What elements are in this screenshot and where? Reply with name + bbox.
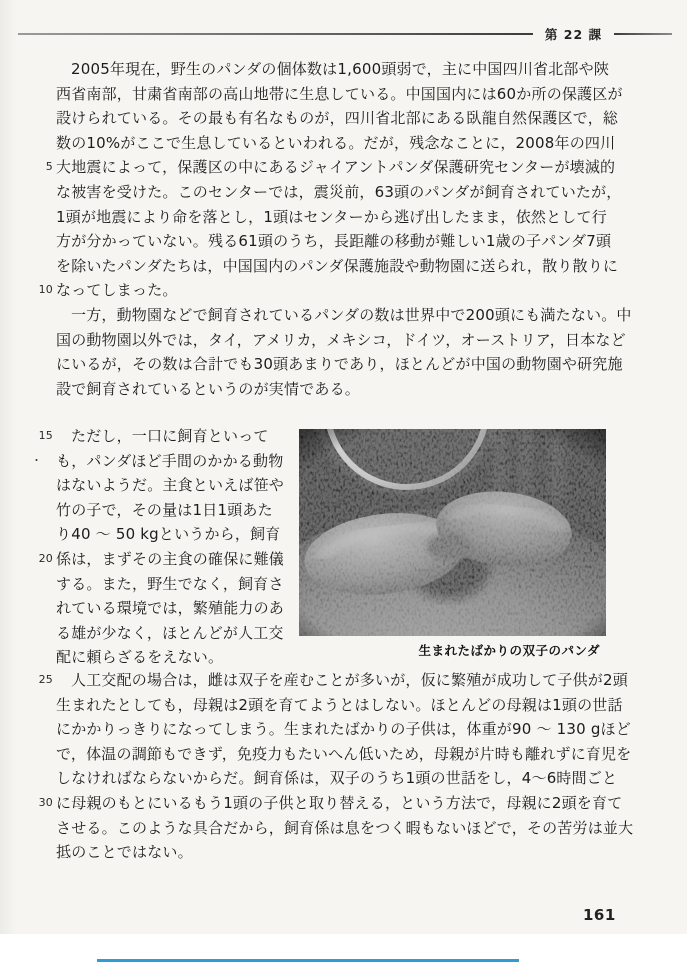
- text-line: [56, 498, 291, 523]
- lesson-number-label: 第 22 課: [544, 27, 602, 42]
- text-line: [56, 473, 291, 498]
- text-line: [56, 205, 634, 230]
- text-line: [56, 303, 634, 328]
- text-line-content: 人工交配の場合は，雌は双子を産むことが多いが，仮に繁殖が成功して子供が2頭: [71, 671, 628, 689]
- text-line-content: を除いたパンダたちは，中国国内のパンダ保護施設や動物園に送られ，散り散りに: [56, 256, 619, 275]
- text-line: [56, 377, 634, 402]
- line-number: 20: [38, 551, 53, 565]
- text-line-content: る雄が少なく，ほとんどが人工交: [56, 623, 284, 642]
- text-line: [56, 449, 291, 474]
- text-line-content: で，体温の調節もできず，免疫力もたいへん低いため，母親が片時も離れずに育児を: [56, 744, 632, 763]
- text-line-content: 国の動物園以外では，タイ，アメリカ，メキシコ，ドイツ，オーストリア，日本など: [56, 330, 626, 349]
- text-line: [56, 572, 291, 597]
- text-line-content: 設けられている。その最も有名なものが，四川省北部にある臥龍自然保護区で，総: [56, 109, 619, 128]
- header-rule-left: [18, 33, 533, 35]
- line-number: 15: [38, 429, 53, 442]
- text-line: [56, 742, 634, 767]
- text-line-content: なってしまった。: [56, 281, 178, 300]
- photo-caption: 生まれたばかりの双子のパンダ: [418, 643, 600, 658]
- text-line: [38, 668, 634, 693]
- text-line-content: 抵のことではない。: [56, 843, 193, 862]
- text-line: [56, 596, 291, 621]
- twin-pandas-photo: [299, 429, 606, 636]
- text-line-content: 1頭が地震により命を落とし，1頭はセンターから逃げ出したまま，依然として行: [56, 207, 607, 226]
- text-line: [56, 522, 291, 547]
- body-text-block-2: [38, 424, 291, 670]
- text-line: [56, 693, 634, 718]
- header-rule-right: [614, 33, 672, 35]
- text-line-content: 西省南部，甘粛省南部の高山地帯に生息している。中国国内には60か所の保護区が: [56, 84, 623, 103]
- text-line: [56, 82, 634, 107]
- text-line-content: はないようだ。主食といえば笹や: [56, 476, 285, 495]
- text-line: [56, 645, 291, 670]
- line-number: 10: [38, 283, 53, 297]
- text-line: [56, 621, 291, 646]
- page-number: 161: [583, 906, 616, 924]
- text-line-content: しなければならないからだ。飼育係は，双子のうち1頭の世話をし，4〜6時間ごと: [56, 769, 618, 788]
- text-line: [56, 106, 634, 131]
- text-line: [38, 278, 634, 303]
- text-line-content: 2005年現在，野生のパンダの個体数は1,600頭弱で，主に中国四川省北部や陝: [71, 60, 610, 78]
- text-line: [56, 57, 634, 82]
- body-text-block-3: [38, 668, 634, 865]
- text-line: [45, 155, 634, 180]
- text-line-content: にかかりっきりになってしまう。生まれたばかりの子供は，体重が90 〜 130 gほど: [56, 720, 631, 739]
- text-line-content: にいるが，その数は合計でも30頭あまりであり，ほとんどが中国の動物園や研究施: [56, 355, 623, 374]
- text-line-content: れている環境では，繁殖能力のあ: [56, 599, 285, 618]
- line-number: 5: [45, 160, 53, 174]
- text-line: [56, 328, 634, 353]
- text-line: [56, 766, 634, 791]
- text-line: [38, 424, 291, 449]
- text-line: [56, 816, 634, 841]
- text-line-content: り40 〜 50 kgというから，飼育: [56, 525, 281, 544]
- text-line-content: な被害を受けた。このセンターでは，震災前，63頭のパンダが飼育されていたが，: [56, 182, 622, 201]
- text-line-content: も，パンダほど手間のかかる動物: [56, 451, 284, 470]
- text-line-content: 方が分かっていない。残る61頭のうち，長距離の移動が難しい1歳の子パンダ7頭: [56, 232, 612, 251]
- text-line-content: 設で飼育されているというのが実情である。: [56, 379, 361, 398]
- text-line-content: させる。このような具合だから，飼育係は息をつく暇もないほどで，その苦労は並大: [56, 818, 634, 837]
- text-line: [56, 254, 634, 279]
- text-line: [56, 180, 634, 205]
- text-line: [56, 131, 634, 156]
- margin-dot-mark: ・: [31, 454, 42, 467]
- text-line: [56, 229, 634, 254]
- text-line-content: に母親のもとにいるもう1頭の子供と取り替える，という方法で，母親に2頭を育て: [56, 793, 623, 812]
- text-line-content: 大地震によって，保護区の中にあるジャイアントパンダ保護研究センターが壊滅的: [56, 158, 616, 177]
- text-line: [38, 547, 291, 572]
- line-number: 25: [38, 673, 53, 686]
- text-line-content: 係は，まずその主食の確保に難儀: [56, 549, 285, 568]
- text-line: [56, 717, 634, 742]
- footer-accent-line: [97, 959, 519, 962]
- body-text-block-1: [38, 57, 634, 401]
- text-line-content: 配に頼らざるをえない。: [56, 648, 224, 667]
- text-line: [56, 352, 634, 377]
- text-line-content: 竹の子で，その量は1日1頭あた: [56, 500, 273, 519]
- text-line: [56, 840, 634, 865]
- text-line-content: 生まれたとしても，母親は2頭を育てようとはしない。ほとんどの母親は1頭の世話: [56, 695, 623, 714]
- line-number: 30: [38, 795, 53, 809]
- text-line-content: 一方，動物園などで飼育されているパンダの数は世界中で200頭にも満たない。中: [71, 305, 632, 324]
- running-head: [18, 26, 672, 42]
- text-line-content: 数の10%がここで生息しているといわれる。だが，残念なことに，2008年の四川: [56, 133, 616, 152]
- text-line-content: する。また，野生でなく，飼育さ: [56, 574, 284, 593]
- text-line: [38, 791, 634, 816]
- twin-pandas-photo-art: [299, 429, 606, 636]
- text-line-content: ただし，一口に飼育といって: [71, 427, 269, 445]
